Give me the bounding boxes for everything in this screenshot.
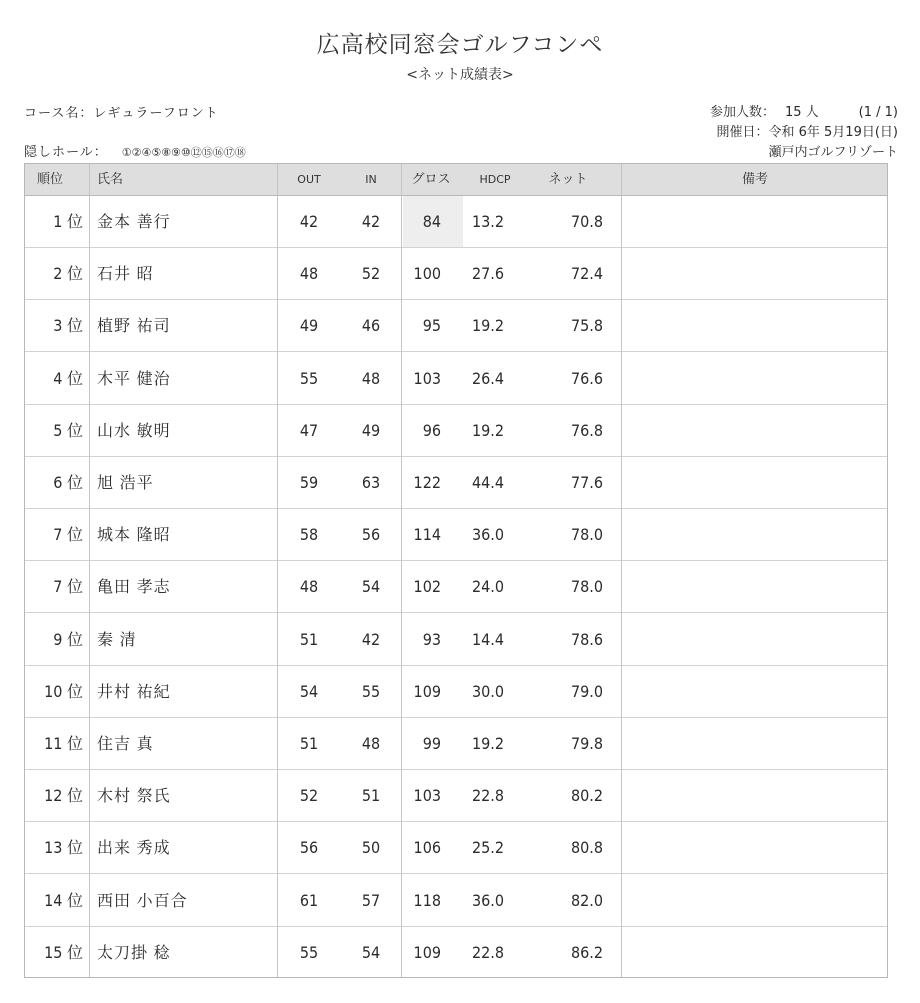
cell-name: 秦 清: [97, 629, 137, 649]
cell-out: 58: [299, 525, 319, 545]
column-divider: [277, 164, 278, 977]
cell-gross: 122: [413, 473, 441, 492]
cell-gross: 84: [422, 212, 441, 231]
cell-notes: [623, 248, 887, 299]
participants-label: 参加人数：: [709, 105, 775, 120]
cell-out: 48: [299, 577, 319, 597]
cell-in: 46: [361, 316, 381, 336]
cell-rank: 4 位: [53, 368, 83, 388]
cell-hdcp: 30.0: [471, 681, 505, 701]
table-header: [25, 164, 887, 196]
cell-out: 55: [299, 942, 319, 962]
header-in: IN: [365, 173, 377, 186]
cell-notes: [623, 875, 887, 926]
cell-hdcp: 22.8: [471, 786, 505, 806]
column-divider: [89, 164, 90, 977]
header-name: 氏名: [97, 172, 124, 187]
cell-rank: 12 位: [44, 786, 83, 806]
cell-out: 48: [299, 264, 319, 284]
cell-net: 76.8: [570, 420, 603, 440]
table-row: [25, 353, 887, 405]
cell-gross: 106: [413, 838, 441, 858]
cell-gross: 99: [422, 734, 441, 753]
cell-in: 57: [361, 890, 381, 910]
cell-notes: [623, 300, 887, 351]
cell-net: 80.8: [570, 838, 603, 858]
cell-net: 79.0: [570, 681, 603, 701]
cell-rank: 3 位: [53, 316, 83, 336]
cell-rank: 7 位: [53, 577, 83, 597]
table-row: [25, 770, 887, 822]
cell-hdcp: 22.8: [471, 942, 505, 962]
cell-name: 植野 祐司: [97, 316, 171, 336]
cell-hdcp: 19.2: [471, 734, 505, 753]
cell-name: 金本 善行: [97, 212, 171, 231]
cell-notes: [623, 718, 887, 769]
header-notes: 備考: [741, 172, 768, 187]
cell-in: 42: [361, 212, 381, 231]
cell-out: 47: [299, 420, 319, 440]
hidden-holes: [24, 141, 246, 160]
cell-in: 54: [361, 577, 381, 597]
participants-count: 15 人: [784, 105, 819, 120]
header-gross: グロス: [411, 172, 451, 187]
header-hdcp: HDCP: [479, 173, 511, 186]
hidden-holes-list: ①②④⑤⑧⑨⑩⑫⑮⑯⑰⑱: [121, 146, 246, 159]
cell-hdcp: 44.4: [471, 473, 505, 492]
cell-in: 56: [361, 525, 381, 545]
cell-net: 72.4: [570, 264, 603, 284]
cell-gross: 102: [413, 577, 441, 597]
cell-net: 79.8: [570, 734, 603, 753]
course-name: コース名：レギュラーフロント: [24, 106, 219, 121]
cell-hdcp: 24.0: [471, 577, 505, 597]
cell-rank: 10 位: [44, 681, 83, 701]
cell-hdcp: 19.2: [471, 420, 505, 440]
cell-notes: [623, 196, 887, 247]
cell-in: 55: [361, 681, 381, 701]
participants-row: [710, 103, 898, 123]
cell-out: 49: [299, 316, 319, 336]
cell-rank: 14 位: [44, 890, 83, 910]
cell-in: 50: [361, 838, 381, 858]
cell-gross: 103: [413, 368, 441, 388]
cell-out: 61: [299, 890, 319, 910]
cell-hdcp: 25.2: [471, 838, 505, 858]
cell-gross: 118: [413, 890, 441, 910]
cell-rank: 9 位: [53, 629, 83, 649]
table-row: [25, 666, 887, 718]
table-row: [25, 196, 887, 248]
cell-net: 78.0: [570, 577, 603, 597]
cell-notes: [623, 457, 887, 508]
event-date: 開催日：令和 6年 5月19日(日): [716, 125, 898, 140]
cell-net: 80.2: [570, 786, 603, 806]
table-row: [25, 248, 887, 300]
cell-name: 井村 祐紀: [97, 681, 171, 701]
cell-in: 48: [361, 368, 381, 388]
cell-in: 42: [361, 629, 381, 649]
cell-in: 49: [361, 420, 381, 440]
cell-net: 76.6: [570, 368, 603, 388]
cell-notes: [623, 770, 887, 821]
table-row: [25, 927, 887, 979]
cell-gross: 109: [413, 942, 441, 962]
page-title: 広高校同窓会ゴルフコンペ: [316, 32, 604, 58]
table-row: [25, 457, 887, 509]
header-out: OUT: [297, 173, 321, 186]
cell-net: 70.8: [570, 212, 603, 231]
cell-hdcp: 19.2: [471, 316, 505, 336]
cell-in: 63: [361, 473, 381, 492]
event-info: [710, 103, 898, 163]
cell-in: 48: [361, 734, 381, 753]
cell-rank: 15 位: [44, 942, 83, 962]
header-net: ネット: [548, 172, 588, 187]
cell-name: 太刀掛 稔: [97, 942, 171, 962]
cell-out: 55: [299, 368, 319, 388]
table-row: [25, 875, 887, 927]
cell-notes: [623, 666, 887, 717]
cell-net: 82.0: [570, 890, 603, 910]
cell-net: 86.2: [570, 942, 603, 962]
cell-notes: [623, 353, 887, 404]
cell-notes: [623, 405, 887, 456]
cell-out: 54: [299, 681, 319, 701]
table-row: [25, 561, 887, 613]
cell-gross: 100: [413, 264, 441, 284]
cell-hdcp: 36.0: [471, 890, 505, 910]
cell-hdcp: 14.4: [471, 629, 505, 649]
cell-in: 52: [361, 264, 381, 284]
page-subtitle: <ネット成績表>: [406, 67, 514, 83]
column-divider: [621, 164, 622, 977]
cell-rank: 5 位: [53, 420, 83, 440]
column-divider: [401, 164, 402, 977]
cell-name: 山水 敏明: [97, 420, 171, 440]
cell-name: 石井 昭: [97, 264, 154, 284]
cell-gross: 93: [422, 629, 441, 649]
table-row: [25, 718, 887, 770]
cell-name: 西田 小百合: [97, 890, 188, 910]
cell-notes: [623, 561, 887, 612]
cell-in: 54: [361, 942, 381, 962]
cell-out: 51: [299, 734, 319, 753]
cell-name: 出来 秀成: [97, 838, 171, 858]
cell-net: 75.8: [570, 316, 603, 336]
cell-rank: 11 位: [44, 734, 83, 753]
cell-hdcp: 26.4: [471, 368, 505, 388]
cell-out: 56: [299, 838, 319, 858]
cell-out: 51: [299, 629, 319, 649]
cell-net: 78.6: [570, 629, 603, 649]
cell-out: 42: [299, 212, 319, 231]
cell-name: 亀田 孝志: [97, 577, 171, 597]
results-table: [24, 163, 888, 978]
cell-gross: 103: [413, 786, 441, 806]
cell-in: 51: [361, 786, 381, 806]
cell-name: 住吉 真: [97, 734, 154, 753]
cell-name: 木平 健治: [97, 368, 171, 388]
table-row: [25, 300, 887, 352]
cell-gross: 95: [422, 316, 441, 336]
table-row: [25, 822, 887, 874]
cell-notes: [623, 614, 887, 665]
event-venue: 瀬戸内ゴルフリゾート: [768, 145, 898, 160]
cell-name: 木村 祭氏: [97, 786, 171, 806]
hidden-holes-label: 隠しホール：: [24, 145, 108, 160]
cell-hdcp: 13.2: [471, 212, 505, 231]
cell-rank: 2 位: [53, 264, 83, 284]
cell-out: 59: [299, 473, 319, 492]
cell-rank: 1 位: [53, 212, 83, 231]
cell-gross: 96: [422, 420, 441, 440]
cell-gross: 109: [413, 681, 441, 701]
cell-hdcp: 27.6: [471, 264, 505, 284]
cell-rank: 7 位: [53, 525, 83, 545]
cell-rank: 6 位: [53, 473, 83, 492]
cell-net: 78.0: [570, 525, 603, 545]
cell-net: 77.6: [570, 473, 603, 492]
page-indicator: (1 / 1): [858, 105, 898, 120]
cell-gross: 114: [413, 525, 441, 545]
table-row: [25, 614, 887, 666]
table-row: [25, 405, 887, 457]
cell-name: 旭 浩平: [97, 473, 154, 492]
cell-rank: 13 位: [44, 838, 83, 858]
cell-hdcp: 36.0: [471, 525, 505, 545]
cell-out: 52: [299, 786, 319, 806]
table-row: [25, 509, 887, 561]
cell-notes: [623, 509, 887, 560]
header-rank: 順位: [37, 172, 64, 187]
cell-notes: [623, 927, 887, 978]
cell-name: 城本 隆昭: [97, 525, 171, 545]
cell-notes: [623, 822, 887, 873]
